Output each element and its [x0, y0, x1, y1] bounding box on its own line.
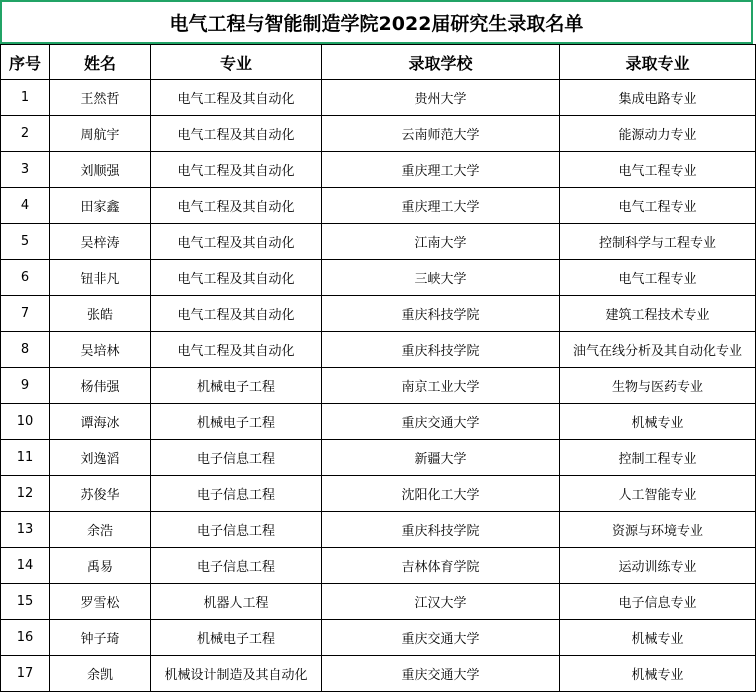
cell-admit-major[interactable]: 机械专业 — [560, 620, 756, 656]
cell-admit-major[interactable]: 建筑工程技术专业 — [560, 296, 756, 332]
table-row — [1, 260, 756, 296]
cell-name[interactable]: 余凯 — [50, 656, 151, 692]
cell-no[interactable]: 5 — [1, 224, 50, 260]
cell-major[interactable]: 电子信息工程 — [151, 440, 322, 476]
header-admit-major[interactable]: 录取专业 — [560, 45, 756, 80]
cell-no[interactable]: 8 — [1, 332, 50, 368]
cell-no[interactable]: 16 — [1, 620, 50, 656]
table-row — [1, 584, 756, 620]
table-row — [1, 332, 756, 368]
cell-no[interactable]: 13 — [1, 512, 50, 548]
cell-name[interactable]: 张皓 — [50, 296, 151, 332]
cell-no[interactable]: 12 — [1, 476, 50, 512]
table-row — [1, 476, 756, 512]
cell-admit-major[interactable]: 机械专业 — [560, 656, 756, 692]
cell-school[interactable]: 重庆交通大学 — [322, 404, 560, 440]
cell-name[interactable]: 余浩 — [50, 512, 151, 548]
cell-school[interactable]: 重庆科技学院 — [322, 332, 560, 368]
cell-school[interactable]: 重庆交通大学 — [322, 620, 560, 656]
cell-school[interactable]: 重庆理工大学 — [322, 152, 560, 188]
cell-major[interactable]: 电气工程及其自动化 — [151, 332, 322, 368]
cell-major[interactable]: 电气工程及其自动化 — [151, 80, 322, 116]
cell-name[interactable]: 罗雪松 — [50, 584, 151, 620]
header-major[interactable]: 专业 — [151, 45, 322, 80]
cell-major[interactable]: 电气工程及其自动化 — [151, 188, 322, 224]
cell-school[interactable]: 重庆交通大学 — [322, 656, 560, 692]
cell-school[interactable]: 贵州大学 — [322, 80, 560, 116]
cell-major[interactable]: 机器人工程 — [151, 584, 322, 620]
cell-no[interactable]: 1 — [1, 80, 50, 116]
table-row — [1, 440, 756, 476]
header-row — [1, 45, 756, 80]
header-no[interactable]: 序号 — [1, 45, 50, 80]
table-row — [1, 188, 756, 224]
cell-school[interactable]: 重庆理工大学 — [322, 188, 560, 224]
cell-name[interactable]: 刘顺强 — [50, 152, 151, 188]
cell-name[interactable]: 刘逸滔 — [50, 440, 151, 476]
table-row — [1, 368, 756, 404]
cell-major[interactable]: 机械电子工程 — [151, 368, 322, 404]
cell-school[interactable]: 新疆大学 — [322, 440, 560, 476]
cell-name[interactable]: 杨伟强 — [50, 368, 151, 404]
cell-name[interactable]: 田家鑫 — [50, 188, 151, 224]
cell-school[interactable]: 云南师范大学 — [322, 116, 560, 152]
table-row — [1, 296, 756, 332]
cell-admit-major[interactable]: 电子信息专业 — [560, 584, 756, 620]
cell-admit-major[interactable]: 资源与环境专业 — [560, 512, 756, 548]
header-school[interactable]: 录取学校 — [322, 45, 560, 80]
sheet-title[interactable]: 电气工程与智能制造学院2022届研究生录取名单 — [0, 0, 753, 44]
cell-admit-major[interactable]: 电气工程专业 — [560, 152, 756, 188]
cell-no[interactable]: 17 — [1, 656, 50, 692]
table-row — [1, 152, 756, 188]
cell-no[interactable]: 7 — [1, 296, 50, 332]
cell-major[interactable]: 机械设计制造及其自动化 — [151, 656, 322, 692]
cell-school[interactable]: 重庆科技学院 — [322, 296, 560, 332]
cell-school[interactable]: 江南大学 — [322, 224, 560, 260]
cell-admit-major[interactable]: 能源动力专业 — [560, 116, 756, 152]
table-row — [1, 512, 756, 548]
cell-name[interactable]: 钮非凡 — [50, 260, 151, 296]
cell-major[interactable]: 电子信息工程 — [151, 512, 322, 548]
cell-major[interactable]: 电气工程及其自动化 — [151, 260, 322, 296]
cell-school[interactable]: 江汉大学 — [322, 584, 560, 620]
table-row — [1, 224, 756, 260]
cell-name[interactable]: 周航宇 — [50, 116, 151, 152]
cell-major[interactable]: 机械电子工程 — [151, 620, 322, 656]
cell-name[interactable]: 吴梓涛 — [50, 224, 151, 260]
cell-no[interactable]: 6 — [1, 260, 50, 296]
cell-major[interactable]: 电气工程及其自动化 — [151, 296, 322, 332]
cell-admit-major[interactable]: 集成电路专业 — [560, 80, 756, 116]
cell-school[interactable]: 重庆科技学院 — [322, 512, 560, 548]
cell-admit-major[interactable]: 机械专业 — [560, 404, 756, 440]
cell-no[interactable]: 4 — [1, 188, 50, 224]
cell-admit-major[interactable]: 人工智能专业 — [560, 476, 756, 512]
cell-school[interactable]: 南京工业大学 — [322, 368, 560, 404]
cell-name[interactable]: 苏俊华 — [50, 476, 151, 512]
cell-admit-major[interactable]: 控制工程专业 — [560, 440, 756, 476]
cell-major[interactable]: 电气工程及其自动化 — [151, 224, 322, 260]
cell-admit-major[interactable]: 运动训练专业 — [560, 548, 756, 584]
cell-major[interactable]: 机械电子工程 — [151, 404, 322, 440]
table-row — [1, 80, 756, 116]
cell-major[interactable]: 电气工程及其自动化 — [151, 116, 322, 152]
cell-major[interactable]: 电子信息工程 — [151, 548, 322, 584]
table-row — [1, 548, 756, 584]
table-row — [1, 656, 756, 692]
cell-major[interactable]: 电子信息工程 — [151, 476, 322, 512]
cell-no[interactable]: 3 — [1, 152, 50, 188]
cell-admit-major[interactable]: 生物与医药专业 — [560, 368, 756, 404]
cell-school[interactable]: 三峡大学 — [322, 260, 560, 296]
table-row — [1, 116, 756, 152]
cell-name[interactable]: 王然哲 — [50, 80, 151, 116]
cell-admit-major[interactable]: 电气工程专业 — [560, 260, 756, 296]
cell-no[interactable]: 11 — [1, 440, 50, 476]
cell-school[interactable]: 吉林体育学院 — [322, 548, 560, 584]
cell-no[interactable]: 14 — [1, 548, 50, 584]
header-name[interactable]: 姓名 — [50, 45, 151, 80]
cell-no[interactable]: 10 — [1, 404, 50, 440]
cell-name[interactable]: 钟子琦 — [50, 620, 151, 656]
cell-no[interactable]: 2 — [1, 116, 50, 152]
cell-no[interactable]: 15 — [1, 584, 50, 620]
admission-table — [0, 44, 756, 692]
cell-admit-major[interactable]: 电气工程专业 — [560, 188, 756, 224]
cell-name[interactable]: 禹易 — [50, 548, 151, 584]
table-row — [1, 404, 756, 440]
cell-school[interactable]: 沈阳化工大学 — [322, 476, 560, 512]
cell-admit-major[interactable]: 控制科学与工程专业 — [560, 224, 756, 260]
cell-major[interactable]: 电气工程及其自动化 — [151, 152, 322, 188]
cell-admit-major[interactable]: 油气在线分析及其自动化专业 — [560, 332, 756, 368]
cell-name[interactable]: 谭海冰 — [50, 404, 151, 440]
cell-no[interactable]: 9 — [1, 368, 50, 404]
cell-name[interactable]: 吴培林 — [50, 332, 151, 368]
table-row — [1, 620, 756, 656]
